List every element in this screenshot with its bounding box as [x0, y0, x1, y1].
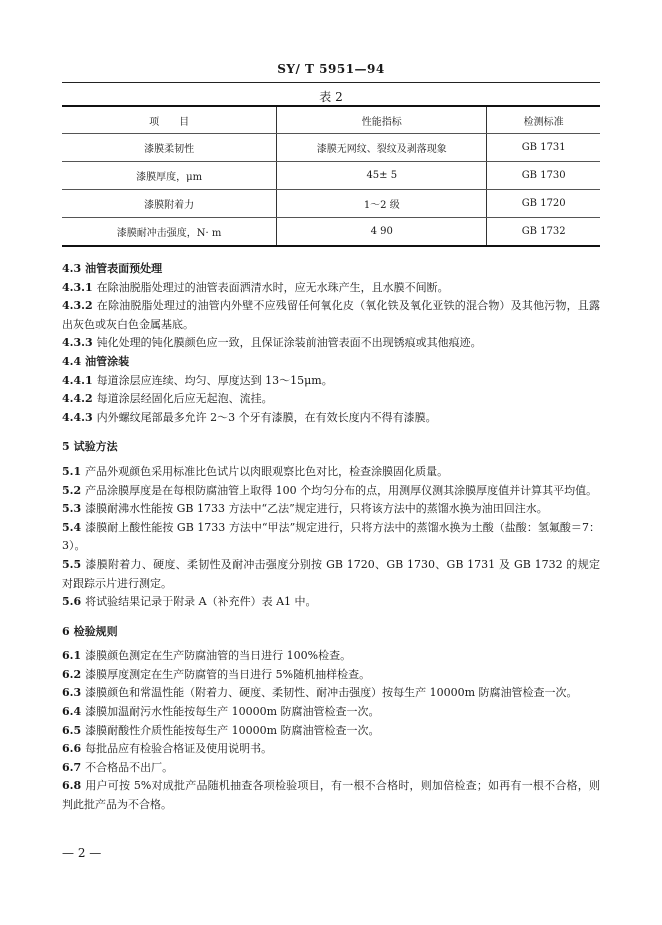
document-body	[62, 260, 600, 815]
section-heading-6: 6 检验规则	[62, 624, 118, 638]
clause-5-3: 5.3 漆膜耐沸水性能按 GB 1733 方法中“乙法”规定进行，只将该方法中的蒸馏水换为油田回注水。	[62, 502, 548, 516]
clause-6-2: 6.2 漆膜厚度测定在生产防腐管的当日进行 5%随机抽样检查。	[62, 667, 371, 681]
clause-6-3: 6.3 漆膜颜色和常温性能（附着力、硬度、柔韧性、耐冲击强度）按每生产 10000m 防腐油管检查一次。	[62, 686, 578, 700]
table-cell: GB 1731	[487, 134, 600, 162]
table-title: 表 2	[319, 90, 343, 104]
clause-4-4-3: 4.4.3 内外螺纹尾部最多允许 2～3 个牙有漆膜，在有效长度内不得有漆膜。	[62, 410, 437, 424]
document-code: SY/ T 5951—94	[277, 62, 385, 76]
header-divider	[62, 82, 600, 83]
clause-5-5: 5.5 漆膜附着力、硬度、柔韧性及耐冲击强度分别按 GB 1720、GB 1730、GB 1731 及 GB 1732 的规定对跟踪示片进行测定。	[62, 557, 600, 590]
table-row	[62, 162, 600, 190]
clause-6-7: 6.7 不合格品不出厂。	[62, 760, 174, 774]
table-header-row	[62, 106, 600, 134]
table-cell: GB 1730	[487, 162, 600, 190]
clause-4-3-1: 4.3.1 在除油脱脂处理过的油管表面洒清水时，应无水珠产生，且水膜不间断。	[62, 280, 449, 294]
clause-6-6: 6.6 每批品应有检验合格证及使用说明书。	[62, 742, 273, 756]
table-cell: GB 1732	[487, 218, 600, 247]
table-row	[62, 190, 600, 218]
clause-4-4-1: 4.4.1 每道涂层应连续、均匀、厚度达到 13～15μm。	[62, 373, 333, 387]
table-cell: 漆膜柔韧性	[62, 134, 277, 162]
table-cell: 漆膜无网纹、裂纹及剥落现象	[277, 134, 487, 162]
clause-6-1: 6.1 漆膜颜色测定在生产防腐油管的当日进行 100%检查。	[62, 649, 352, 663]
column-header-item: 项 目	[62, 106, 277, 134]
section-heading-5: 5 试验方法	[62, 440, 118, 454]
clause-4-3-2: 4.3.2 在除油脱脂处理过的油管内外壁不应残留任何氧化皮（氧化铁及氧化亚铁的混合物）及其他污物，且露出灰色或灰白色金属基底。	[62, 299, 600, 331]
table-cell: 漆膜厚度，μm	[62, 162, 277, 190]
clause-5-6: 5.6 将试验结果记录于附录 A（补充件）表 A1 中。	[62, 595, 317, 609]
table-cell: 1～2 级	[277, 190, 487, 218]
page-number: — 2 —	[62, 846, 102, 860]
column-header-spec: 性能指标	[277, 106, 487, 134]
clause-4-4-2: 4.4.2 每道涂层经固化后应无起泡、流挂。	[62, 392, 273, 406]
table-cell: 漆膜耐冲击强度，N· m	[62, 218, 277, 247]
section-heading-4-4: 4.4 油管涂装	[62, 354, 130, 368]
clause-5-2: 5.2 产品涂膜厚度是在每根防腐油管上取得 100 个均匀分布的点，用测厚仪测其涂膜厚度值并计算其平均值。	[62, 483, 598, 497]
clause-5-1: 5.1 产品外观颜色采用标准比色试片以肉眼观察比色对比，检查涂膜固化质量。	[62, 464, 449, 478]
table-cell: 4 90	[277, 218, 487, 247]
clause-4-3-3: 4.3.3 钝化处理的钝化膜颜色应一致，且保证涂装前油管表面不出现锈痕或其他痕迹。	[62, 336, 482, 350]
clause-5-4: 5.4 漆膜耐上酸性能按 GB 1733 方法中“甲法”规定进行，只将方法中的蒸馏水换为土酸（盐酸：氢氟酸＝7：3）。	[62, 520, 600, 553]
clause-6-5: 6.5 漆膜耐酸性介质性能按每生产 10000m 防腐油管检查一次。	[62, 723, 380, 737]
clause-6-4: 6.4 漆膜加温耐污水性能按每生产 10000m 防腐油管检查一次。	[62, 705, 380, 719]
table-row	[62, 134, 600, 162]
clause-6-8: 6.8 用户可按 5%对成批产品随机抽查各项检验项目，有一根不合格时，则加倍检查；如再有一根不合格，则判此批产品为不合格。	[62, 779, 600, 812]
table-row	[62, 218, 600, 247]
table-cell: GB 1720	[487, 190, 600, 218]
section-heading-4-3: 4.3 油管表面预处理	[62, 262, 163, 275]
table-cell: 漆膜附着力	[62, 190, 277, 218]
spec-table	[62, 105, 600, 247]
column-header-standard: 检测标准	[487, 106, 600, 134]
table-cell: 45± 5	[277, 162, 487, 190]
